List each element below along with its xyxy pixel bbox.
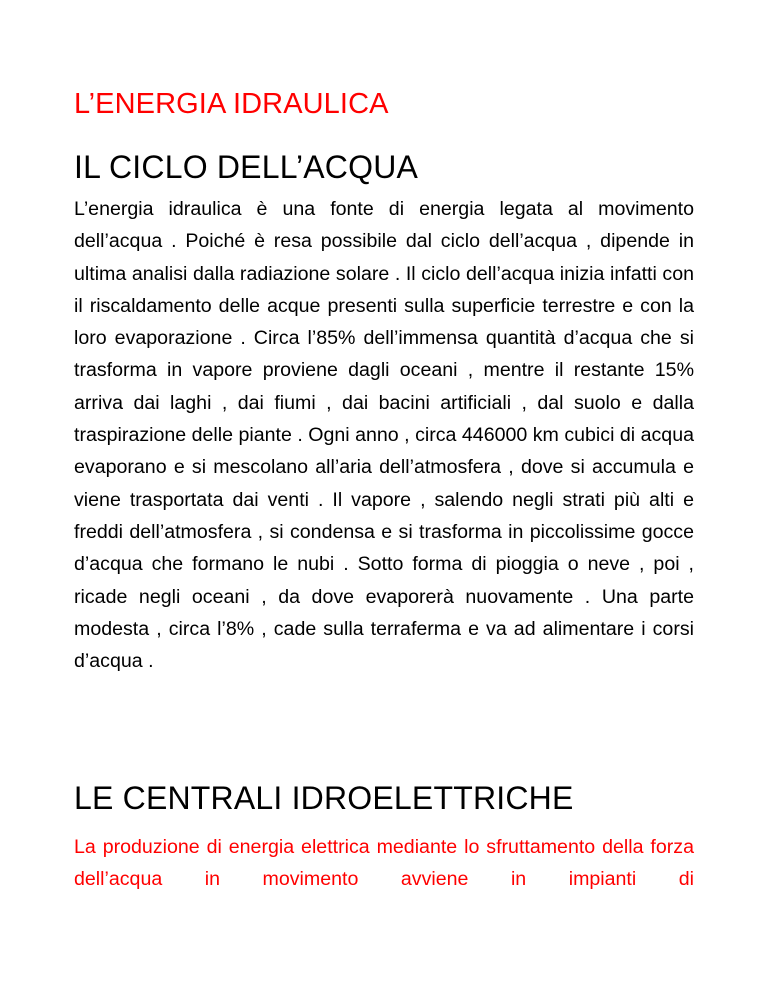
body-paragraph: L’energia idraulica è una fonte di energia legata al movimento dell’acqua . Poiché è resa possibile dal ciclo dell’acqua , dipende in ultima analisi dalla radiazione solare . Il ciclo dell’acqua inizia infatti con il riscaldamento delle acque presenti sulla superficie terrestre e con la loro evaporazione . Circa l’85% dell’immensa quantità d’acqua che si trasforma in vapore proviene dagli oceani , mentre il restante 15% arriva dai laghi , dai fiumi , dai bacini artificiali , dal suolo e dalla traspirazione delle piante . Ogni anno , circa 446000 km cubici di acqua evaporano e si mescolano all’aria dell’atmosfera , dove si accumula e viene trasportata dai venti . Il vapore , salendo negli strati più alti e freddi dell’atmosfera , si condensa e si trasforma in piccolissime gocce d’acqua che formano le nubi . Sotto forma di pioggia o neve , poi , ricade negli oceani , da dove evaporerà nuovamente . Una parte modesta , circa l’8% , cade sulla terraferma e va ad alimentare i corsi d’acqua . — [74, 198, 694, 673]
section-paragraph: La produzione di energia elettrica mediante lo sfruttamento della forza dell’acqua in movimento avviene in impianti di — [74, 836, 694, 891]
section-heading-water-cycle: IL CICLO DELL’ACQUA — [74, 149, 419, 185]
document-title: L’ENERGIA IDRAULICA — [74, 88, 389, 120]
section-heading-hydroelectric-plants: LE CENTRALI IDROELETTRICHE — [74, 780, 574, 816]
